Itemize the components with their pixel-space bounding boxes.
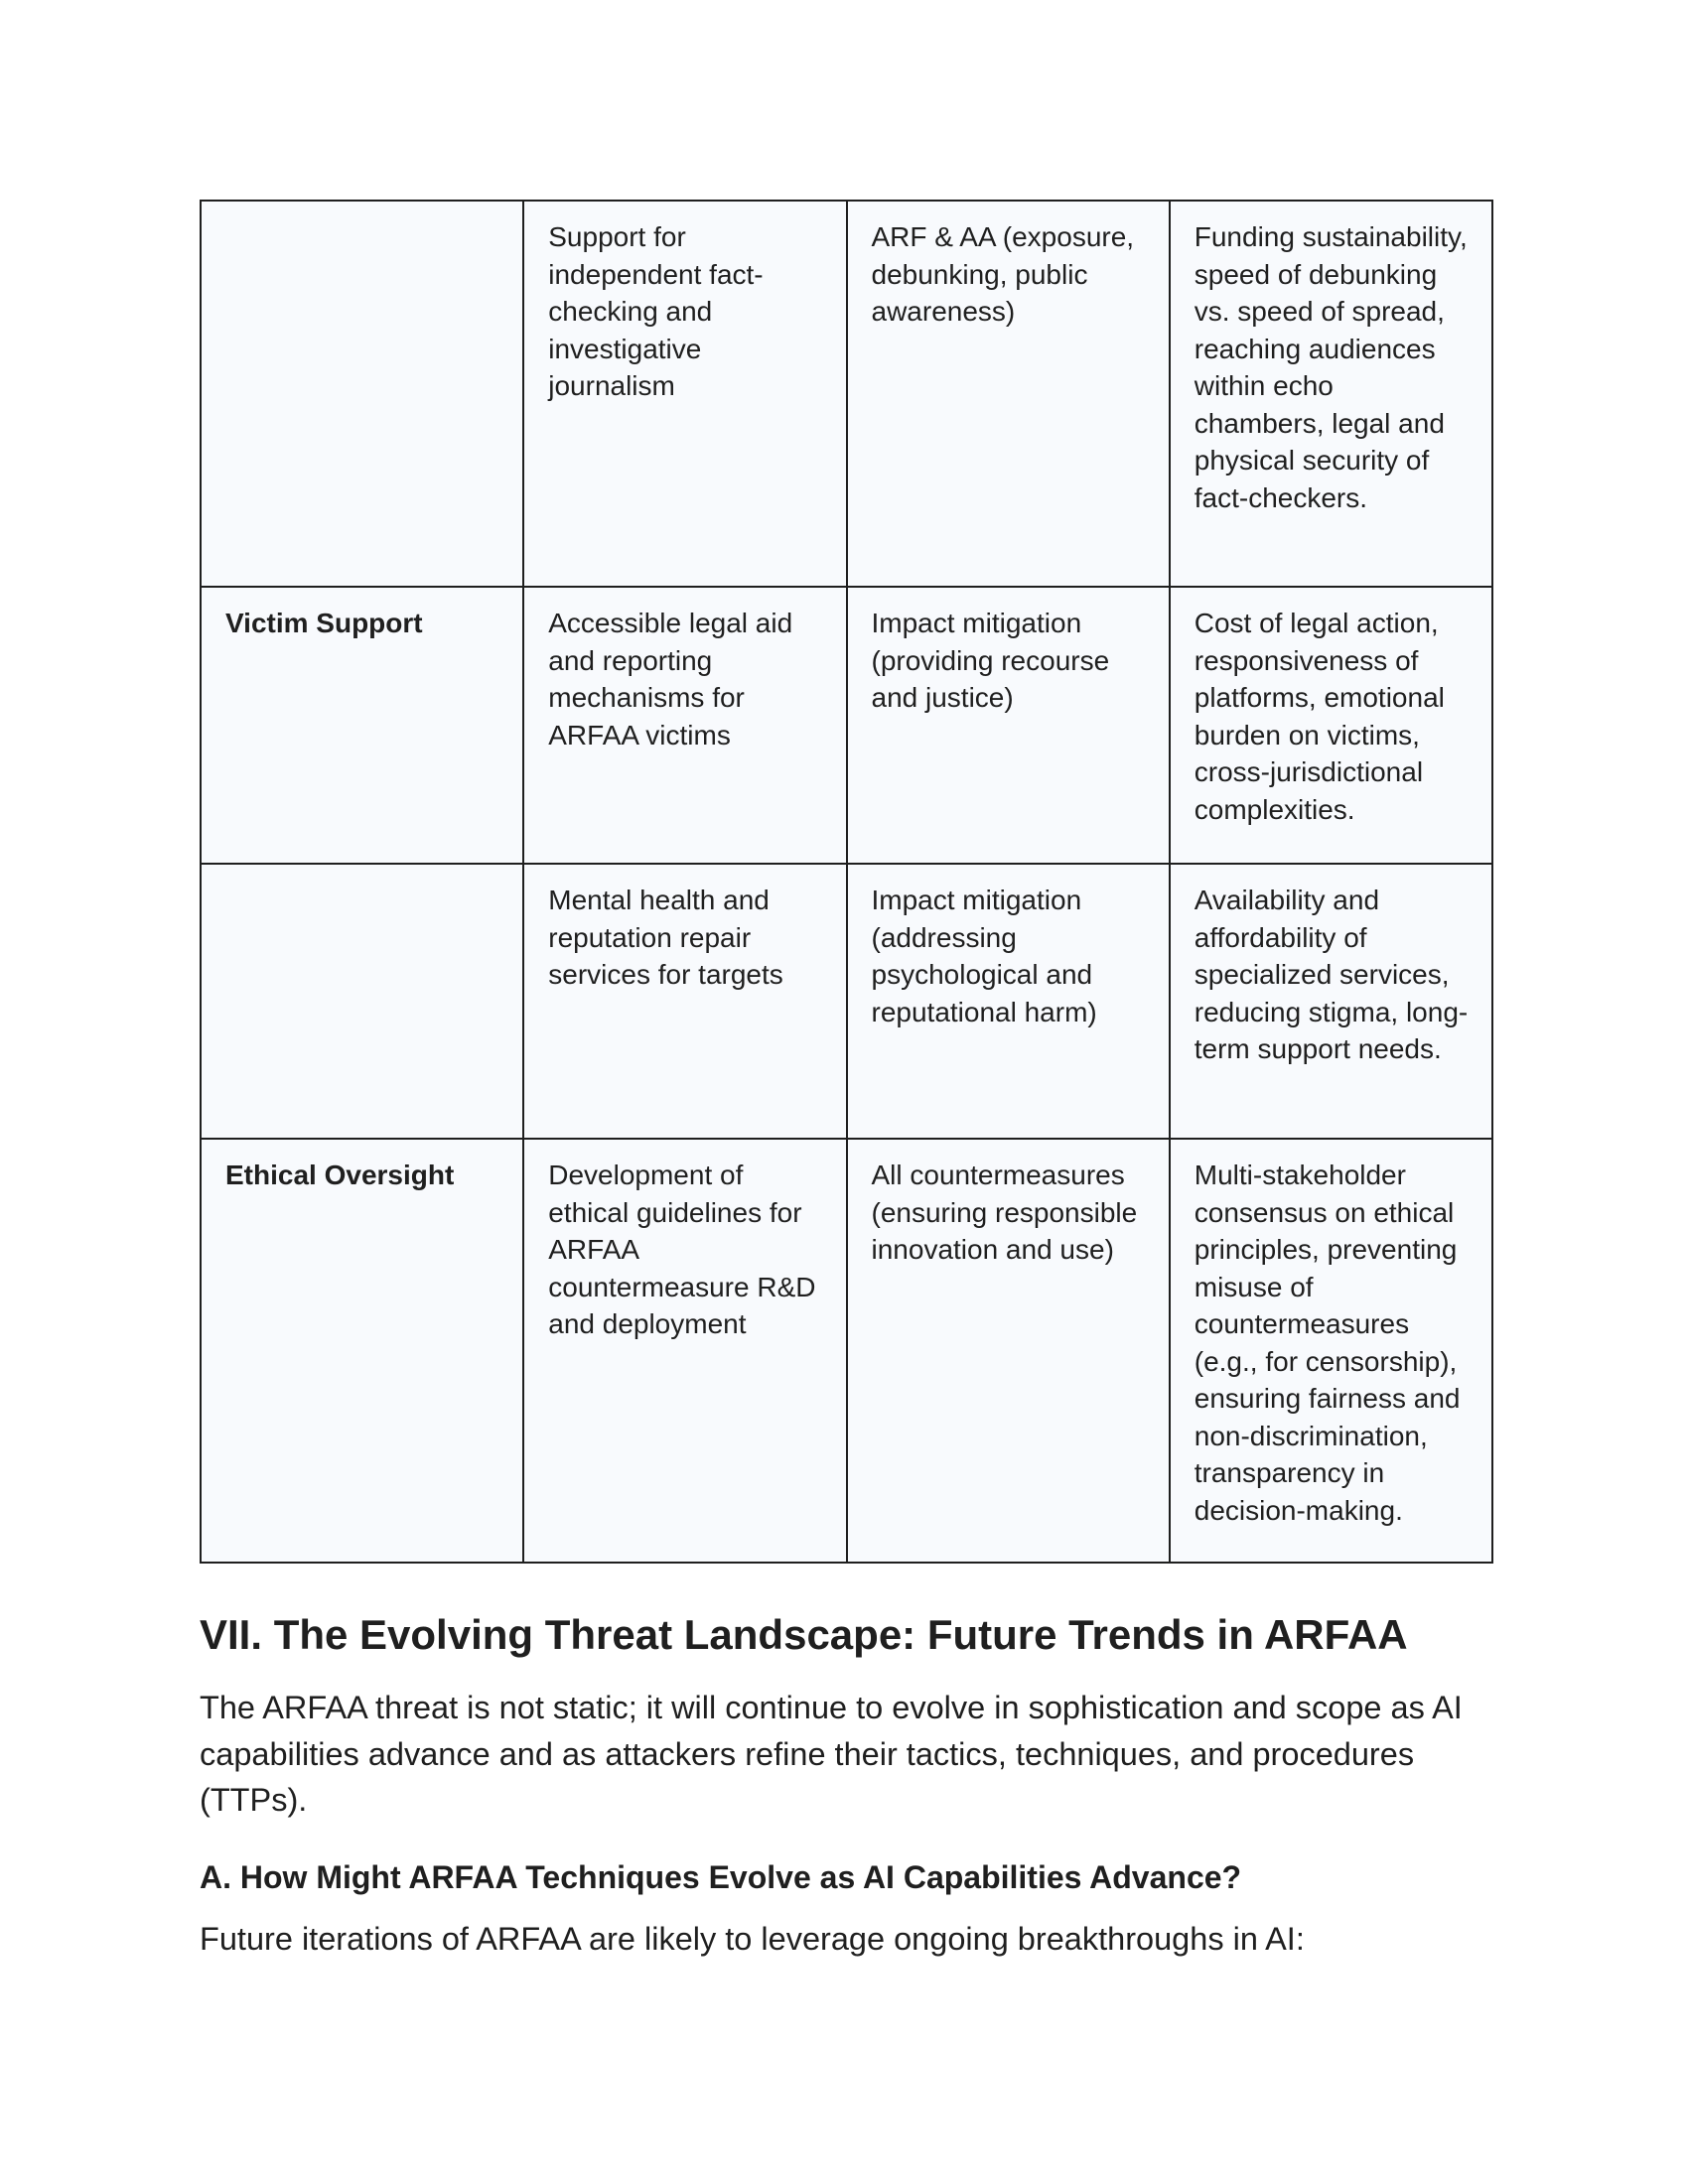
countermeasures-table — [200, 200, 1493, 1564]
category-cell: Victim Support — [201, 587, 523, 864]
measure-cell: Accessible legal aid and reporting mechanisms for ARFAA victims — [523, 587, 846, 864]
section-heading: VII. The Evolving Threat Landscape: Future Trends in ARFAA — [200, 1611, 1408, 1658]
challenges-cell: Multi-stakeholder consensus on ethical principles, preventing misuse of countermeasures (e.g., for censorship), ensuring fairness and non-discrimination, transparency in decision-making. — [1170, 1139, 1492, 1563]
category-cell — [201, 201, 523, 587]
targets-cell: ARF & AA (exposure, debunking, public awareness) — [847, 201, 1170, 587]
measure-cell: Development of ethical guidelines for ARFAA countermeasure R&D and deployment — [523, 1139, 846, 1563]
table-row — [201, 1139, 1492, 1563]
challenges-cell: Availability and affordability of specialized services, reducing stigma, long-term support needs. — [1170, 864, 1492, 1139]
category-cell: Ethical Oversight — [201, 1139, 523, 1563]
targets-cell: All countermeasures (ensuring responsible innovation and use) — [847, 1139, 1170, 1563]
category-cell — [201, 864, 523, 1139]
table-row — [201, 864, 1492, 1139]
table-row — [201, 587, 1492, 864]
targets-cell: Impact mitigation (addressing psychological and reputational harm) — [847, 864, 1170, 1139]
subsection-lead-paragraph: Future iterations of ARFAA are likely to leverage ongoing breakthroughs in AI: — [200, 1921, 1305, 1957]
challenges-cell: Funding sustainability, speed of debunking vs. speed of spread, reaching audiences within echo chambers, legal and physical security of fact-checkers. — [1170, 201, 1492, 587]
subsection-heading: A. How Might ARFAA Techniques Evolve as AI Capabilities Advance? — [200, 1859, 1242, 1895]
measure-cell: Mental health and reputation repair services for targets — [523, 864, 846, 1139]
section-intro-paragraph: The ARFAA threat is not static; it will continue to evolve in sophistication and scope as AI capabilities advance and as attackers refine their tactics, techniques, and procedures (TTPs). — [200, 1690, 1463, 1818]
table-row — [201, 201, 1492, 587]
challenges-cell: Cost of legal action, responsiveness of platforms, emotional burden on victims, cross-jurisdictional complexities. — [1170, 587, 1492, 864]
measure-cell: Support for independent fact-checking and investigative journalism — [523, 201, 846, 587]
targets-cell: Impact mitigation (providing recourse and justice) — [847, 587, 1170, 864]
